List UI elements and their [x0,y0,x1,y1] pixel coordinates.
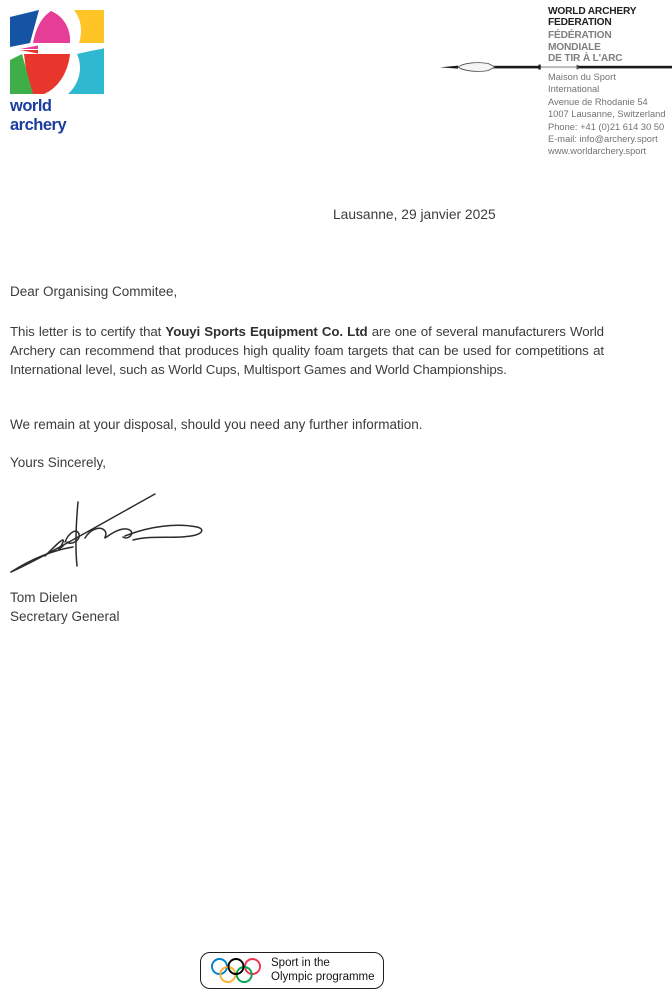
wordmark: world archery [10,97,67,134]
logo-block [10,10,110,135]
org-name-block [548,6,636,64]
badge-line2: Olympic programme [271,970,375,983]
valediction: Yours Sincerely, [10,455,107,470]
org-name-fr-line2: MONDIALE [548,40,601,53]
company-name: Youyi Sports Equipment Co. Ltd [165,324,368,339]
body-text-before: This letter is to certify that [10,324,166,339]
olympic-programme-badge [200,952,384,989]
badge-line1: Sport in the [271,957,330,969]
org-name-en-line1: WORLD ARCHERY [548,5,637,17]
address-line: Maison du Sport International [548,72,616,96]
address-line: www.worldarchery.sport [548,146,647,158]
signature-image [5,484,210,576]
address-block [548,72,670,159]
dateline: Lausanne, 29 janvier 2025 [333,207,496,222]
signer-name: Tom Dielen [10,590,78,605]
address-line: 1007 Lausanne, Switzerland [548,109,666,121]
olympic-rings-icon [210,957,262,985]
world-archery-logo-icon [10,10,104,94]
org-name-fr-line1: FÉDÉRATION [548,29,612,42]
address-line: Avenue de Rhodanie 54 [548,96,648,108]
address-line: E-mail: info@archery.sport [548,134,658,146]
signer-title: Secretary General [10,609,120,624]
org-name-fr-line3: DE TIR À L'ARC [548,51,623,64]
body-paragraph [10,322,604,379]
badge-text [271,957,375,984]
address-line: Phone: +41 (0)21 614 30 50 [548,121,665,133]
body-text-after: are one of several manufacturers World Archery can recommend that produces high quality foam targets that can be used for competitions at International level, such as World Cups, Multisport Games and World Championships. [10,324,604,377]
salutation: Dear Organising Commitee, [10,284,178,299]
org-name-en-line2: FEDERATION [548,16,612,29]
closing-line: We remain at your disposal, should you need any further information. [10,417,423,432]
